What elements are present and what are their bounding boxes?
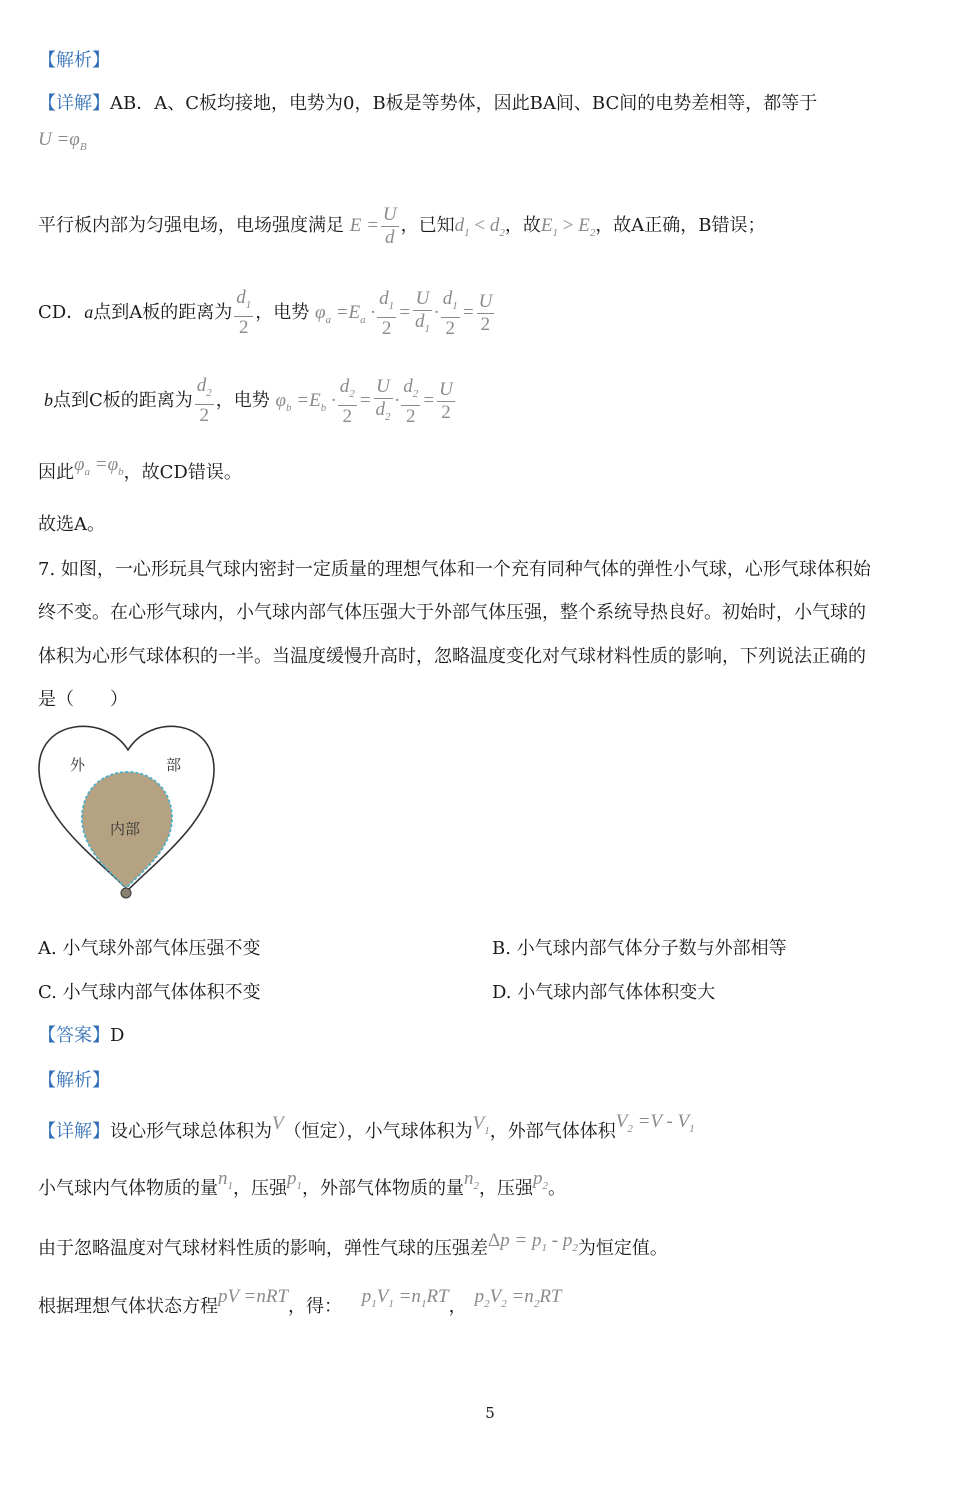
phi-a-equation: $\varphi_a =E_a$ · $\frac{d_1}{2}$ = $\frac{U}{d_1}$ · $\frac{d_1}{2}$ = $\frac{U}{2}$ bbox=[314, 287, 493, 339]
phi-b-equation: $\varphi_b =E_b$ · $\frac{d_2}{2}$ = $\frac{U}{d_2}$ · $\frac{d_2}{2}$ = $\frac{U}{2}$ bbox=[275, 375, 453, 427]
d1-lt-d2: $d_1 < d_2$ bbox=[454, 215, 505, 239]
b-line: b点到C板的距离为 $\frac{d_2}{2}$ ，电势 $\varphi_b =E_b$ · $\frac{d_2}{2}$ = $\frac{U}{d_2}$ · $\frac{d_2}{2}$ = $\frac{U}{2}$ bbox=[44, 360, 457, 448]
detail2-line-2: 小气球内气体物质的量$n_1$，压强$p_1$，外部气体物质的量$n_2$，压强$p_2$。 bbox=[38, 1168, 566, 1199]
option-a[interactable]: A. 小气球外部气体压强不变 bbox=[38, 938, 261, 959]
analysis-header: 【解析】 bbox=[38, 50, 110, 71]
q7-line-4: 是（ ） bbox=[38, 689, 128, 710]
cd-line: CD．a点到A板的距离为 $\frac{d_1}{2}$ ，电势 $\varphi_a =E_a$ · $\frac{d_1}{2}$ = $\frac{U}{d_1}$ · $\frac{d_1}{2}$ = $\frac{U}{2}$ bbox=[38, 272, 496, 360]
label-inner: 内部 bbox=[110, 820, 141, 838]
detail2-line-3: 由于忽略温度对气球材料性质的影响，弹性气球的压强差$\Delta p = p_1 - p_2$为恒定值。 bbox=[38, 1230, 668, 1259]
q7-line-2: 终不变。在心形气球内，小气球内部气体压强大于外部气体压强，整个系统导热良好。初始时，小气球的 bbox=[38, 602, 866, 623]
therefore-line: 因此$\varphi_a =\varphi_b$，故CD错误。 bbox=[38, 454, 242, 483]
analysis-label-2: 【解析】 bbox=[38, 1070, 110, 1091]
choose-a: 故选A。 bbox=[38, 514, 105, 535]
heart-balloon-figure bbox=[36, 722, 226, 904]
q7-line-1: 7. 如图，一心形玩具气球内密封一定质量的理想气体和一个充有同种气体的弹性小气球，心形气球体积始 bbox=[38, 559, 871, 580]
label-outer-left: 外 bbox=[70, 756, 86, 774]
detail-text-1: AB．A、C板均接地，电势为0，B板是等势体，因此BA间、BC间的电势差相等，都等于 bbox=[110, 93, 818, 114]
equation-u-phi-b: $U =\varphi_B$ bbox=[38, 129, 87, 153]
answer-line: 【答案】D bbox=[38, 1025, 125, 1046]
detail2-line-4: 根据理想气体状态方程pV =nRT，得： $p_1V_1 =n_1RT$， $p_2V_2 =n_2RT$ bbox=[38, 1286, 562, 1317]
label-outer-right: 部 bbox=[166, 756, 182, 774]
detail2-line-1: 【详解】设心形气球总体积为V（恒定），小气球体积为$V_1$，外部气体体积$V_2 =V - V_1$ bbox=[38, 1111, 695, 1142]
detail-label: 【详解】 bbox=[38, 93, 110, 114]
detail-line-1 bbox=[38, 91, 817, 117]
field-strength-line: 平行板内部为匀强电场，电场强度满足 E = $\frac{U}{d}$ ，已知$d_1 < d_2$，故$E_1 > E_2$，故A正确，B错误； bbox=[38, 204, 766, 249]
option-d[interactable]: D. 小气球内部气体体积变大 bbox=[492, 982, 716, 1003]
e1-gt-e2: $E_1 > E_2$ bbox=[540, 215, 596, 239]
field-equation: E = $\frac{U}{d}$ bbox=[349, 204, 397, 249]
option-c[interactable]: C. 小气球内部气体体积不变 bbox=[38, 982, 261, 1003]
page-number: 5 bbox=[485, 1404, 495, 1422]
balloon-knot bbox=[121, 888, 131, 898]
option-b[interactable]: B. 小气球内部气体分子数与外部相等 bbox=[492, 938, 787, 959]
q7-line-3: 体积为心形气球体积的一半。当温度缓慢升高时，忽略温度变化对气球材料性质的影响，下列说法正确的 bbox=[38, 646, 866, 667]
